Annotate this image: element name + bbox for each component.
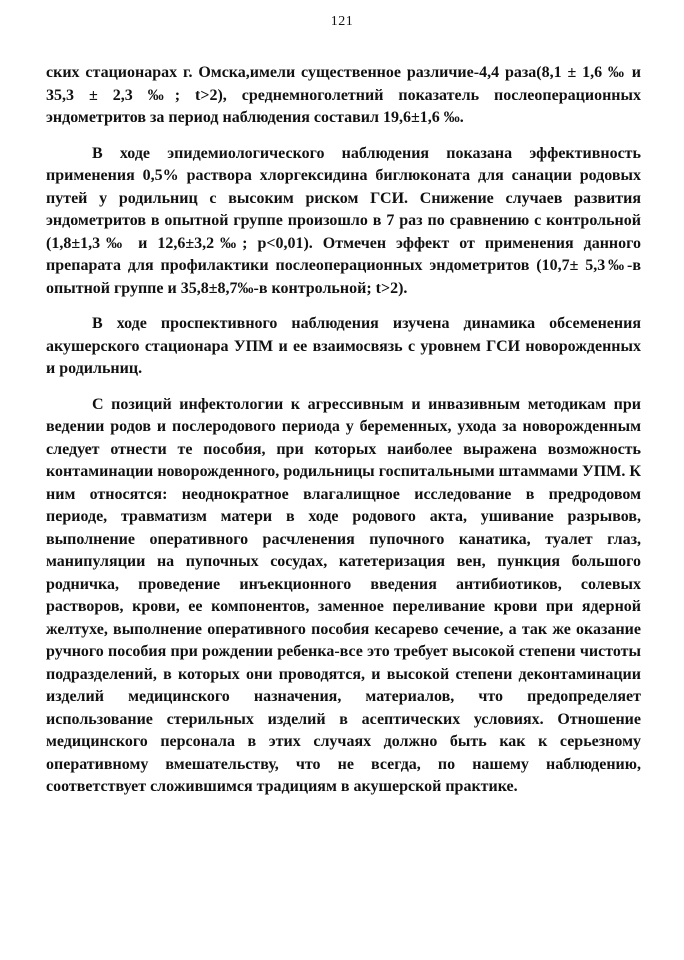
paragraph-invasive-methods: С позиций инфектологии к агрессивным и инвазивным методикам при ведении родов и послеродового периода у беременных, ухода за новорожденным следует отнести те пособия, при которых наиболее выражена возможность контаминации новорожденного, родильницы госпитальными штаммами УПМ. К ним относятся: неоднократное влагалищное исследование в предродовом периоде, травматизм матери в ходе родового акта, ушивание разрывов, выполнение оперативного расчленения пупочного канатика, туалет глаз, манипуляции на пупочных сосудах, катетеризация вен, пункция большого родничка, проведение инъекционного введения антибиотиков, солевых растворов, крови, ее компонентов, заменное переливание крови при ядерной желтухе, выполнение оперативного пособия кесарево сечение, а так же оказание ручного пособия при рождении ребенка-все это требует высокой степени чистоты подразделений, в которых они проводятся, и высокой степени деконтаминации изделий медицинского назначения, материалов, что предопределяет использование стерильных изделий в асептических условиях. Отношение медицинского персонала в этих случаях должно быть как к серьезному оперативному вмешательству, что не всегда, по нашему наблюдению, соответствует сложившимся традициям в акушерской практике.: [46, 395, 641, 795]
body-text: [46, 62, 641, 799]
paragraph-continuation: ских стационарах г. Омска,имели существенное различие-4,4 раза(8,1 ± 1,6 ‰ и 35,3 ± 2,3 ‰; t>2), среднемноголетний показатель послеоперационных эндометритов за период наблюдения составил 19,6±1,6 ‰.: [46, 64, 641, 126]
paragraph-chlorhexidine-efficacy: В ходе эпидемиологического наблюдения показана эффективность применения 0,5% раствора хлоргексидина биглюконата для санации родовых путей у родильниц с высоким риском ГСИ. Снижение случаев развития эндометритов в опытной группе произошло в 7 раз по сравнению с контрольной (1,8±1,3‰ и 12,6±3,2‰; p<0,01). Отмечен эффект от применения данного препарата для профилактики послеоперационных эндометритов (10,7± 5,3‰-в опытной группе и 35,8±8,7‰-в контрольной; t>2).: [46, 144, 641, 297]
paragraph-prospective-observation: В ходе проспективного наблюдения изучена динамика обсеменения акушерского стационара УПМ и ее взаимосвязь с уровнем ГСИ новорожденных и родильниц.: [46, 315, 641, 377]
page-number: 121: [330, 14, 354, 29]
